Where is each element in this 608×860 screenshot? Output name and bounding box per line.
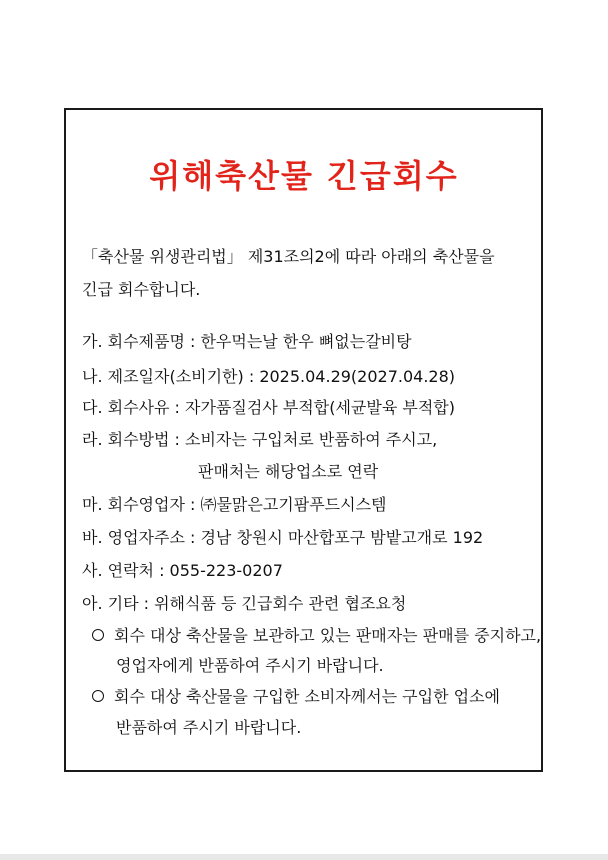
scan-edge	[0, 854, 608, 860]
intro-line-1: 「축산물 위생관리법」 제31조의2에 따라 아래의 축산물을	[82, 247, 495, 266]
item-business-address: 바. 영업자주소 : 경남 창원시 마산합포구 밤밭고개로 192	[82, 528, 484, 547]
bullet-item-1-cont: 영업자에게 반품하여 주시기 바랍니다.	[116, 656, 384, 675]
item-manufacture-date: 나. 제조일자(소비기한) : 2025.04.29(2027.04.28)	[82, 367, 456, 386]
item-recall-business: 마. 회수영업자 : ㈜물맑은고기팜푸드시스템	[82, 495, 387, 514]
item-other: 아. 기타 : 위해식품 등 긴급회수 관련 협조요청	[82, 594, 407, 613]
bullet-2-text: 회수 대상 축산물을 구입한 소비자께서는 구입한 업소에	[114, 687, 501, 706]
intro-line-2: 긴급 회수합니다.	[82, 280, 201, 299]
notice-title: 위해축산물 긴급회수	[149, 157, 459, 195]
bullet-item-2-cont: 반품하여 주시기 바랍니다.	[116, 718, 302, 737]
circle-bullet-icon	[92, 690, 104, 702]
item-recall-method-cont: 판매처는 해당업소로 연락	[198, 462, 379, 481]
item-contact: 사. 연락처 : 055-223-0207	[82, 561, 283, 580]
item-recall-reason: 다. 회수사유 : 자가품질검사 부적합(세균발육 부적합)	[82, 398, 455, 417]
item-recall-method: 라. 회수방법 : 소비자는 구입처로 반품하여 주시고,	[82, 430, 438, 449]
item-product-name: 가. 회수제품명 : 한우먹는날 한우 뼈없는갈비탕	[82, 332, 412, 351]
bullet-item-2	[92, 687, 500, 707]
bullet-1-text: 회수 대상 축산물을 보관하고 있는 판매자는 판매를 중지하고,	[114, 626, 542, 645]
circle-bullet-icon	[92, 629, 104, 641]
bullet-item-1	[92, 626, 541, 646]
